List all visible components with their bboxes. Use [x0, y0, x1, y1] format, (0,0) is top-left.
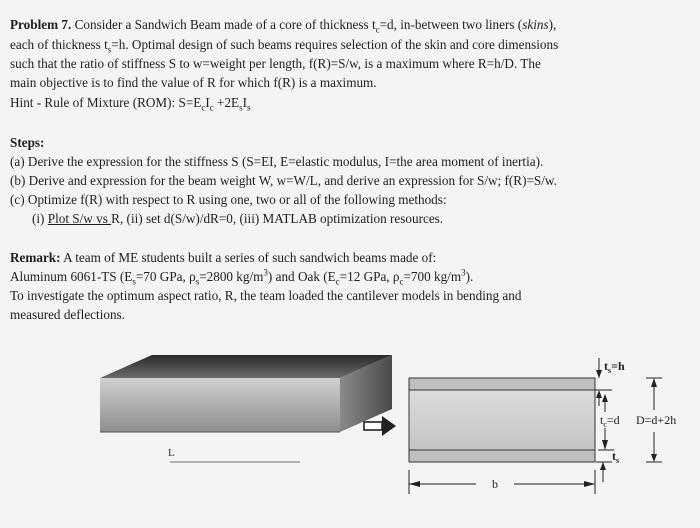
step-a: (a) Derive the expression for the stiffness S (S=EI, E=elastic modulus, I=the area moment of inertia).: [10, 154, 544, 169]
remark-label: Remark:: [10, 250, 61, 265]
beam-front-face: [100, 378, 340, 432]
problem-line-3: such that the ratio of stiffness S to w=weight per length, f(R)=S/w, is a maximum where R=h/D. The: [10, 56, 541, 71]
remark-line-3: To investigate the optimum aspect ratio, R, the team loaded the cantilever models in bending and: [10, 288, 522, 303]
top-skin: [409, 378, 595, 390]
core: [409, 390, 595, 450]
step-c: (c) Optimize f(R) with respect to R using one, two or all of the following methods:: [10, 192, 447, 207]
core-thickness-label: $t_c=d$: [600, 413, 620, 429]
hint-line: Hint - Rule of Mixture (ROM): $S=E_cI_c +2E_sI_s$: [10, 95, 251, 113]
length-label: L: [168, 447, 175, 459]
top-skin-label: $t_s=h$: [604, 359, 625, 375]
width-dimension: [409, 470, 595, 494]
step-b: (b) Derive and expression for the beam weight W, w=W/L, and derive an expression for S/w; f(R)=S/w.: [10, 173, 557, 188]
bottom-skin-dimension: [596, 462, 612, 482]
remark-line-2: Aluminum 6061-TS ($E_s=70$ GPa, $\rho_s=2800$ $kg/m^3$) and Oak ($E_c=12$ GPa, $\rho_c=700$ $kg/m^3$).: [10, 267, 474, 287]
problem-line-1: Problem 7. Consider a Sandwich Beam made of a core of thickness $t_c=d$, in-between two liners (skins),: [10, 17, 557, 35]
steps-heading: Steps:: [10, 135, 45, 150]
remark-line-1: Remark: A team of ME students built a series of such sandwich beams made of:: [10, 250, 437, 265]
problem-heading: Problem 7.: [10, 17, 72, 32]
width-label: b: [492, 477, 498, 491]
bottom-skin-label: $t_s$: [612, 449, 620, 465]
step-c-methods: (i) Plot S/w vs R, (ii) set d(S/w)/dR=0, (iii) MATLAB optimization resources.: [32, 211, 444, 226]
bottom-skin: [409, 450, 595, 462]
remark-line-4: measured deflections.: [10, 307, 125, 322]
total-depth-label: D=d+2h: [636, 413, 677, 427]
plot-link: Plot S/w vs: [47, 211, 112, 226]
problem-line-4: main objective is to find the value of R for which f(R) is a maximum.: [10, 75, 377, 90]
beam-3d-view: [100, 355, 392, 462]
problem-line-2: each of thickness $t_s=h$. Optimal design of such beams requires selection of the skin and core dimensions: [10, 37, 559, 55]
beam-cross-section: [409, 378, 595, 462]
